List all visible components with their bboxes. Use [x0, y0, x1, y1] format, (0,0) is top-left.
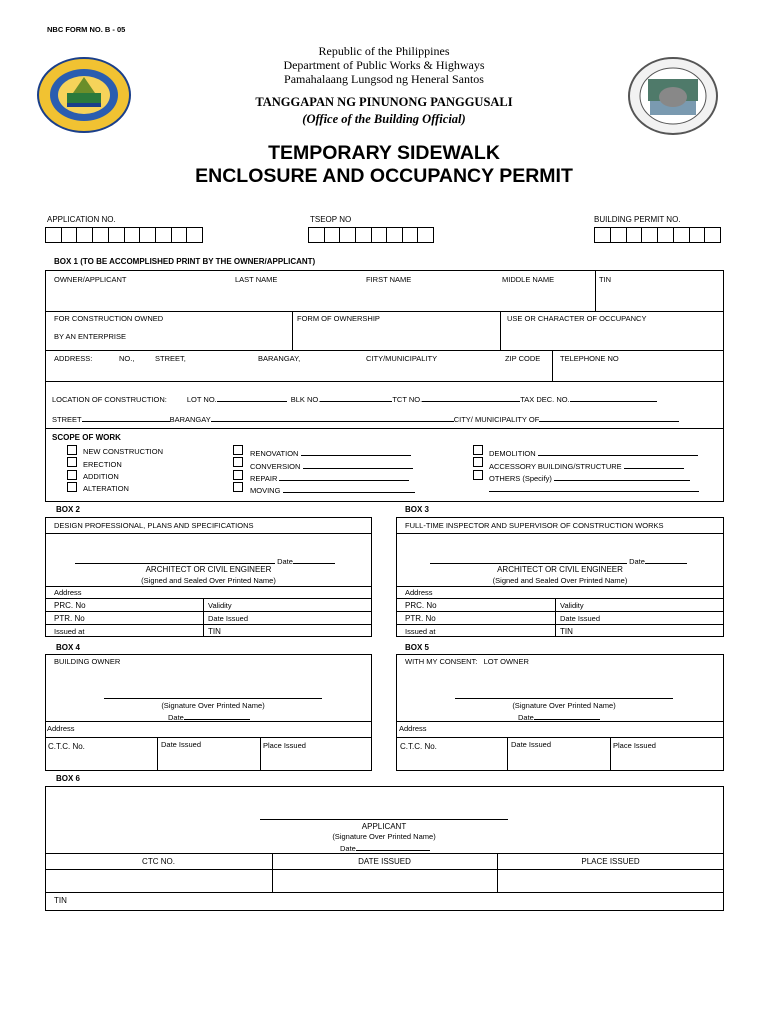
address-no-label: NO., [119, 354, 135, 363]
applicant-signature-label: (Signature Over Printed Name) [332, 832, 436, 841]
box3-date-issued-label: Date Issued [560, 614, 601, 623]
repair-label: REPAIR [250, 474, 278, 483]
applicant-label: APPLICANT [361, 822, 407, 831]
first-name-label: FIRST NAME [366, 275, 412, 284]
last-name-label: LAST NAME [235, 275, 278, 284]
office-tagalog: TANGGAPAN NG PINUNONG PANGGUSALI [255, 95, 513, 109]
applicant-date-label: Date [340, 844, 356, 853]
owner-applicant-label: OWNER/APPLICANT [54, 275, 127, 284]
others-checkbox[interactable] [473, 470, 483, 480]
box6-tin-label: TIN [54, 896, 67, 905]
ctc-no-header: CTC NO. [142, 857, 175, 866]
place-issued-header: PLACE ISSUED [581, 857, 640, 866]
address-street-label: STREET, [155, 354, 186, 363]
box3-ptr-label: PTR. No [405, 614, 436, 623]
box3-role: ARCHITECT OR CIVIL ENGINEER [497, 565, 623, 574]
box2-signed: (Signed and Sealed Over Printed Name) [141, 576, 276, 585]
street-label: STREET [52, 415, 82, 424]
application-no-field[interactable] [45, 227, 203, 243]
erection-checkbox[interactable] [67, 457, 77, 467]
new-construction-label: NEW CONSTRUCTION [83, 447, 163, 456]
conversion-label: CONVERSION [250, 462, 301, 471]
box4-title: BUILDING OWNER [54, 657, 121, 666]
box3-issued-at-label: Issued at [405, 627, 436, 636]
accessory-building-label: ACCESSORY BUILDING/STRUCTURE [489, 462, 622, 471]
location-label: LOCATION OF CONSTRUCTION: [52, 395, 167, 404]
box5-ctc-label: C.T.C. No. [400, 742, 437, 751]
city-seal-logo [37, 57, 131, 133]
box2-validity-label: Validity [208, 601, 232, 610]
header-city: Pamahalaang Lungsod ng Heneral Santos [284, 72, 484, 86]
box3-validity-label: Validity [560, 601, 584, 610]
box5-date-issued-label: Date Issued [511, 740, 552, 749]
moving-row [250, 484, 415, 495]
tseop-no-label: TSEOP NO [310, 215, 352, 224]
demolition-checkbox[interactable] [473, 445, 483, 455]
erection-label: ERECTION [83, 460, 122, 469]
building-official-logo [628, 57, 718, 135]
new-construction-checkbox[interactable] [67, 445, 77, 455]
for-construction-owned-label: FOR CONSTRUCTION OWNED [54, 314, 164, 323]
accessory-building-checkbox[interactable] [473, 457, 483, 467]
lot-no-label: LOT NO. [186, 395, 217, 404]
application-no-label: APPLICATION NO. [47, 215, 116, 224]
box2-title: DESIGN PROFESSIONAL, PLANS AND SPECIFICATIONS [54, 521, 254, 530]
middle-name-label: MIDDLE NAME [502, 275, 555, 284]
tax-dec-no-label: TAX DEC. NO. [520, 395, 570, 404]
box5-signature-label: (Signature Over Printed Name) [512, 701, 616, 710]
zip-code-label: ZIP CODE [505, 354, 541, 363]
header-department: Department of Public Works & Highways [283, 58, 485, 72]
box2-tin-label: TIN [208, 627, 221, 636]
box3-tin-label: TIN [560, 627, 573, 636]
box4-signature-label: (Signature Over Printed Name) [161, 701, 265, 710]
blk-no-label: BLK NO. [290, 395, 321, 404]
telephone-label: TELEPHONE NO [560, 354, 619, 363]
box5-title: WITH MY CONSENT: LOT OWNER [405, 657, 529, 666]
accessory-building-row [489, 460, 684, 471]
use-or-character-label: USE OR CHARACTER OF OCCUPANCY [507, 314, 647, 323]
box3-prc-label: PRC. No [405, 601, 437, 610]
building-permit-no-field[interactable] [594, 227, 721, 243]
alteration-label: ALTERATION [83, 484, 129, 493]
scope-of-work-heading: SCOPE OF WORK [52, 433, 121, 442]
demolition-label: DEMOLITION [489, 449, 536, 458]
renovation-label: RENOVATION [250, 449, 299, 458]
demolition-row [489, 447, 698, 458]
box4-place-issued-label: Place Issued [263, 741, 306, 750]
tct-no-label: TCT NO. [392, 395, 423, 404]
addition-checkbox[interactable] [67, 470, 77, 480]
moving-label: MOVING [250, 486, 281, 495]
others-label: OTHERS (Specify) [489, 474, 552, 483]
box4-ctc-label: C.T.C. No. [48, 742, 85, 751]
conversion-checkbox[interactable] [233, 457, 243, 467]
alteration-checkbox[interactable] [67, 482, 77, 492]
office-english: (Office of the Building Official) [302, 112, 466, 126]
box4-date-issued-label: Date Issued [161, 740, 202, 749]
renovation-checkbox[interactable] [233, 445, 243, 455]
barangay-label: BARANGAY [169, 415, 211, 424]
location-row [52, 393, 657, 404]
header-republic: Republic of the Philippines [318, 44, 450, 58]
tseop-no-field[interactable] [308, 227, 434, 243]
date-issued-header: DATE ISSUED [358, 857, 411, 866]
box3-address-label: Address [405, 588, 433, 597]
building-permit-no-label: BUILDING PERMIT NO. [594, 215, 681, 224]
box2-date-label: Date [277, 557, 293, 566]
box2-role: ARCHITECT OR CIVIL ENGINEER [145, 565, 272, 574]
box2-date-issued-label: Date Issued [208, 614, 249, 623]
box6-heading: BOX 6 [56, 774, 81, 783]
box2-address-label: Address [54, 588, 82, 597]
title-line-1: TEMPORARY SIDEWALK [268, 142, 500, 164]
box4-date-label: Date [168, 713, 184, 722]
box2-issued-at-label: Issued at [54, 627, 85, 636]
address-label: ADDRESS: [54, 354, 93, 363]
box2-ptr-label: PTR. No [54, 614, 85, 623]
tin-label: TIN [599, 275, 612, 284]
box3-title: FULL-TIME INSPECTOR AND SUPERVISOR OF CONSTRUCTION WORKS [405, 521, 664, 530]
box3-signed: (Signed and Sealed Over Printed Name) [492, 576, 628, 585]
box5-date-label: Date [518, 713, 534, 722]
address-barangay-label: BARANGAY, [258, 354, 301, 363]
box3-heading: BOX 3 [405, 505, 430, 514]
title-line-2: ENCLOSURE AND OCCUPANCY PERMIT [195, 165, 573, 187]
form-number: NBC FORM NO. B - 05 [47, 25, 126, 34]
box3-date-label: Date [629, 557, 645, 566]
box4-heading: BOX 4 [56, 643, 81, 652]
box5-heading: BOX 5 [405, 643, 430, 652]
by-an-enterprise-label: BY AN ENTERPRISE [54, 332, 126, 341]
moving-checkbox[interactable] [233, 482, 243, 492]
box2-heading: BOX 2 [56, 505, 81, 514]
location-row-2 [52, 413, 679, 424]
box4-address-label: Address [47, 724, 75, 733]
repair-row [250, 472, 409, 483]
repair-checkbox[interactable] [233, 470, 243, 480]
box1-heading: BOX 1 (TO BE ACCOMPLISHED PRINT BY THE OWNER/APPLICANT) [54, 257, 316, 266]
city-municipality-label: CITY/ MUNICIPALITY OF [453, 415, 540, 424]
applicant-date-row [340, 842, 430, 853]
addition-label: ADDITION [83, 472, 119, 481]
renovation-row [250, 447, 411, 458]
box5-address-label: Address [399, 724, 427, 733]
form-of-ownership-label: FORM OF OWNERSHIP [297, 314, 380, 323]
others-row [489, 472, 690, 483]
box2-prc-label: PRC. No [54, 601, 86, 610]
address-city-label: CITY/MUNICIPALITY [366, 354, 438, 363]
box5-place-issued-label: Place Issued [613, 741, 656, 750]
conversion-row [250, 460, 413, 471]
